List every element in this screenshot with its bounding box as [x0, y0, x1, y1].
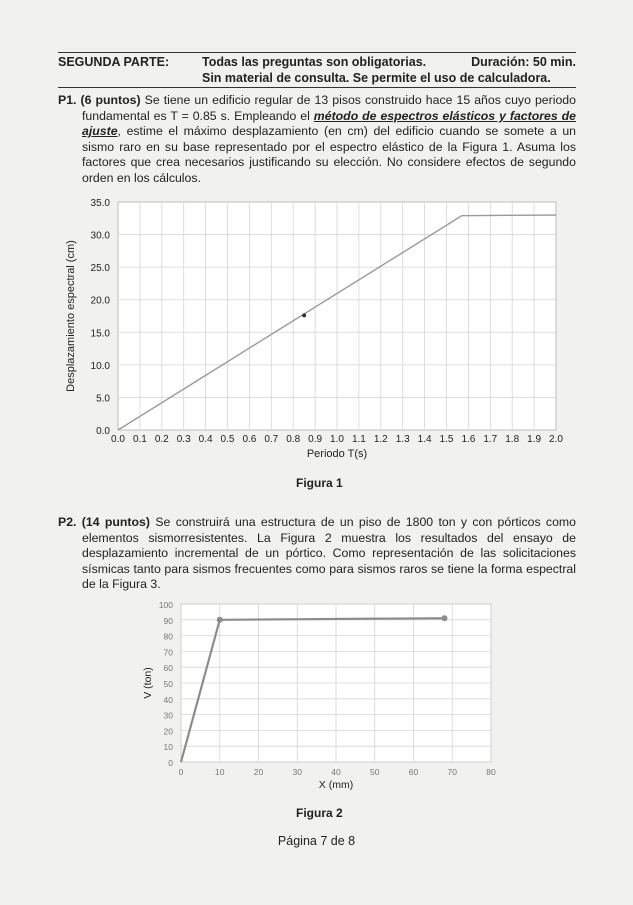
y-tick-label: 5.0 [96, 393, 110, 405]
x-tick-label: 1.2 [373, 434, 388, 445]
y-tick-label: 0.0 [96, 426, 110, 437]
x-tick-label: 80 [486, 767, 496, 777]
y-tick-label: 80 [163, 631, 173, 642]
y-tick-label: 70 [163, 647, 173, 658]
x-tick-label: 1.3 [395, 434, 410, 445]
plot-area [118, 202, 556, 430]
x-tick-label: 0.5 [220, 434, 235, 445]
x-tick-label: 1.5 [439, 434, 454, 445]
x-axis-label: X (mm) [318, 779, 354, 791]
question-p1 [58, 93, 576, 187]
x-tick-label: 0.9 [308, 434, 323, 445]
p2-number: P2. (14 puntos) [58, 515, 150, 529]
x-tick-label: 30 [292, 767, 302, 777]
x-tick-label: 1.6 [461, 434, 476, 445]
x-tick-label: 0.8 [286, 434, 301, 445]
x-tick-label: 60 [408, 767, 419, 777]
y-tick-label: 30.0 [90, 230, 110, 242]
plot-area [181, 604, 491, 762]
figure-2-caption: Figura 2 [296, 806, 343, 820]
y-tick-label: 60 [163, 663, 173, 674]
y-tick-label: 0 [168, 758, 173, 768]
p1-text-b: , estime el máximo desplazamiento (en cm) del edificio cuando se somete a un sismo raro en su base representado por el espectro elástico de la Figura 1. Asuma los factores que crea necesarios justificando su elección. No considere efectos de segundo orden en los cálculos. [82, 124, 576, 185]
x-tick-label: 20 [253, 767, 264, 777]
question-p2 [58, 515, 576, 593]
p1-emphasis: método de espectros elásticos y factores de ajuste [82, 108, 577, 139]
x-tick-label: 10 [215, 767, 225, 777]
x-tick-label: 0.7 [264, 434, 279, 445]
x-tick-label: 1.4 [417, 434, 432, 445]
x-tick-label: 1.1 [351, 434, 366, 445]
y-axis-label: V (ton) [142, 667, 154, 699]
x-tick-label: 70 [447, 767, 457, 777]
series-point [442, 615, 448, 621]
page-number: Página 7 de 8 [277, 834, 356, 848]
duration-label: Duración: 50 min. [471, 55, 576, 69]
header-materials: Sin material de consulta. Se permite el uso de calculadora. [202, 71, 551, 85]
y-tick-label: 20.0 [90, 295, 110, 307]
y-tick-label: 10 [163, 742, 173, 753]
exam-header [58, 52, 576, 88]
y-tick-label: 10.0 [90, 360, 110, 372]
x-tick-label: 0 [178, 767, 184, 777]
x-tick-label: 0.2 [154, 434, 169, 445]
y-tick-label: 35.0 [90, 198, 110, 209]
p2-text: Se construirá una estructura de un piso de 1800 ton y con pórticos como elementos sismorresistentes. La Figura 2 muestra los resultados del ensayo de desplazamiento incremental de un pórtico. Como representación de las solicitaciones sísmicas tanto para sismos frecuentes como para sismos raros se tiene la forma espectral de la Figura 3. [82, 515, 577, 592]
x-axis-label: Periodo T(s) [306, 448, 368, 460]
x-tick-label: 0.4 [198, 434, 213, 445]
part-label: SEGUNDA PARTE: [58, 55, 170, 69]
x-tick-label: 1.0 [330, 434, 344, 445]
y-axis-label: Desplazamiento espectral (cm) [65, 240, 77, 392]
x-tick-label: 0.6 [242, 434, 257, 445]
series-point [217, 617, 223, 623]
x-tick-label: 0.1 [132, 434, 147, 445]
x-tick-label: 50 [370, 767, 380, 777]
x-tick-label: 0.0 [111, 434, 125, 445]
x-tick-label: 1.7 [483, 434, 498, 445]
series-line [181, 618, 445, 762]
y-tick-label: 50 [163, 679, 173, 689]
y-tick-label: 90 [163, 615, 173, 626]
x-tick-label: 1.9 [527, 434, 542, 445]
header-rules: Todas las preguntas son obligatorias. [202, 55, 427, 69]
y-tick-label: 100 [158, 600, 173, 610]
p1-number: P1. (6 puntos) [58, 93, 141, 107]
y-tick-label: 15.0 [90, 328, 110, 340]
y-tick-label: 20 [163, 726, 173, 737]
y-tick-label: 30 [163, 710, 173, 721]
x-tick-label: 2.0 [549, 434, 563, 445]
x-tick-label: 40 [331, 767, 341, 777]
figure-1-caption: Figura 1 [296, 476, 343, 490]
design-period-marker [302, 313, 306, 317]
p1-text-a: Se tiene un edificio regular de 13 pisos construido hace 15 años cuyo periodo fundamental es T = 0.85 s. Empleando el [82, 93, 576, 123]
y-tick-label: 25.0 [90, 263, 110, 275]
x-tick-label: 1.8 [505, 434, 520, 445]
y-tick-label: 40 [163, 694, 173, 705]
series-line [118, 215, 556, 430]
x-tick-label: 0.3 [176, 434, 191, 445]
